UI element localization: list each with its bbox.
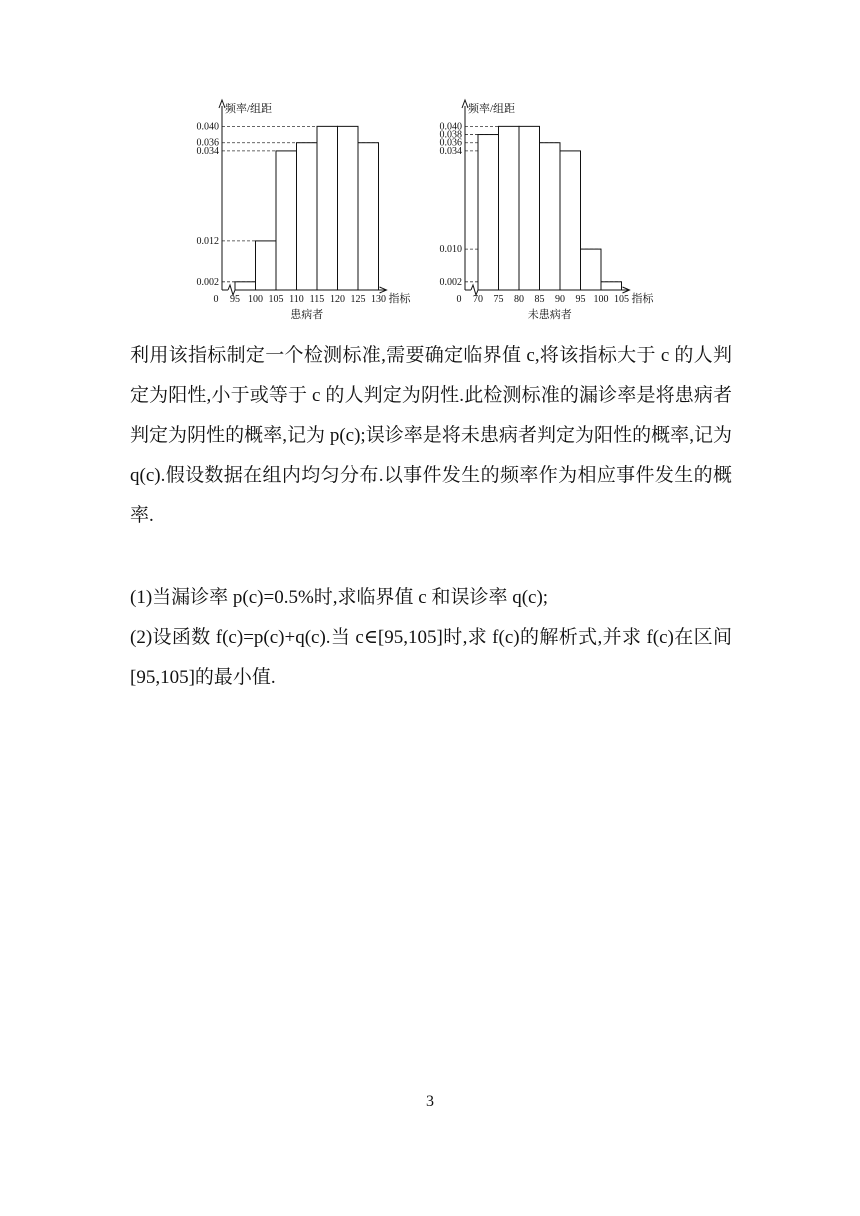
x-tick-label: 125 xyxy=(350,294,366,305)
histogram-bar xyxy=(540,143,561,290)
x-tick-label: 105 xyxy=(268,294,284,305)
y-tick-label: 0.036 xyxy=(196,137,219,149)
histogram-patients xyxy=(185,98,430,330)
x-tick-label: 100 xyxy=(593,294,609,305)
histogram-bar xyxy=(338,126,359,290)
histogram-bar xyxy=(276,151,297,290)
histogram-svg xyxy=(185,98,430,330)
problem-intro: 利用该指标制定一个检测标准,需要确定临界值 c,将该指标大于 c 的人判定为阳性,小于或等于 c 的人判定为阴性.此检测标准的漏诊率是将患病者判定为阴性的概率,记为 p(c);误诊率是将未患病者判定为阳性的概率,记为 q(c).假设数据在组内均匀分布.以事件发生的频率作为相应事件发生的概率. xyxy=(130,345,732,526)
x-tick-label: 75 xyxy=(493,294,504,305)
x-tick-label: 80 xyxy=(514,294,524,305)
chart-caption: 患病者 xyxy=(290,309,324,321)
y-axis-label: 频率/组距 xyxy=(468,103,516,115)
x-tick-label: 115 xyxy=(309,294,325,305)
origin-label: 0 xyxy=(456,294,462,305)
x-axis-label: 指标 xyxy=(631,293,654,305)
histogram-bar xyxy=(358,143,379,290)
x-tick-label: 85 xyxy=(534,294,545,305)
histogram-bar xyxy=(560,151,581,290)
y-tick-label: 0.040 xyxy=(196,121,219,133)
histogram-bar xyxy=(297,143,318,290)
x-tick-label: 120 xyxy=(330,294,345,305)
y-tick-label: 0.012 xyxy=(196,235,219,247)
page-number: 3 xyxy=(426,1093,434,1110)
question-1: (1)当漏诊率 p(c)=0.5%时,求临界值 c 和误诊率 q(c); xyxy=(130,587,549,608)
y-tick-label: 0.002 xyxy=(439,276,462,288)
y-tick-label: 0.034 xyxy=(196,145,219,157)
x-tick-label: 90 xyxy=(555,294,565,305)
y-tick-label: 0.036 xyxy=(439,137,462,149)
y-tick-label: 0.010 xyxy=(439,244,462,256)
histogram-bar xyxy=(601,282,622,290)
x-tick-label: 130 xyxy=(371,294,386,305)
x-tick-label: 110 xyxy=(289,294,304,305)
histogram-svg xyxy=(428,98,673,330)
histogram-bar xyxy=(317,126,338,290)
y-axis-label: 频率/组距 xyxy=(225,103,273,115)
x-tick-label: 105 xyxy=(614,294,629,305)
histogram-non-patients xyxy=(428,98,673,330)
histogram-bar xyxy=(519,126,540,290)
x-axis-label: 指标 xyxy=(388,293,411,305)
chart-caption: 未患病者 xyxy=(527,309,572,321)
y-tick-label: 0.040 xyxy=(439,121,462,133)
histogram-bar xyxy=(256,241,277,290)
x-tick-label: 100 xyxy=(248,294,263,305)
origin-label: 0 xyxy=(213,294,219,305)
y-tick-label: 0.002 xyxy=(196,276,219,288)
histogram-bar xyxy=(478,135,499,290)
y-tick-label: 0.038 xyxy=(439,129,462,141)
histogram-bar xyxy=(499,126,520,290)
question-2: (2)设函数 f(c)=p(c)+q(c).当 c∈[95,105]时,求 f(c)的解析式,并求 f(c)在区间[95,105]的最小值. xyxy=(130,627,732,688)
x-tick-label: 70 xyxy=(473,294,483,305)
y-tick-label: 0.034 xyxy=(439,145,462,157)
histogram-bar xyxy=(581,249,602,290)
histogram-bar xyxy=(235,282,256,290)
x-tick-label: 95 xyxy=(230,294,240,305)
x-tick-label: 95 xyxy=(575,294,586,305)
